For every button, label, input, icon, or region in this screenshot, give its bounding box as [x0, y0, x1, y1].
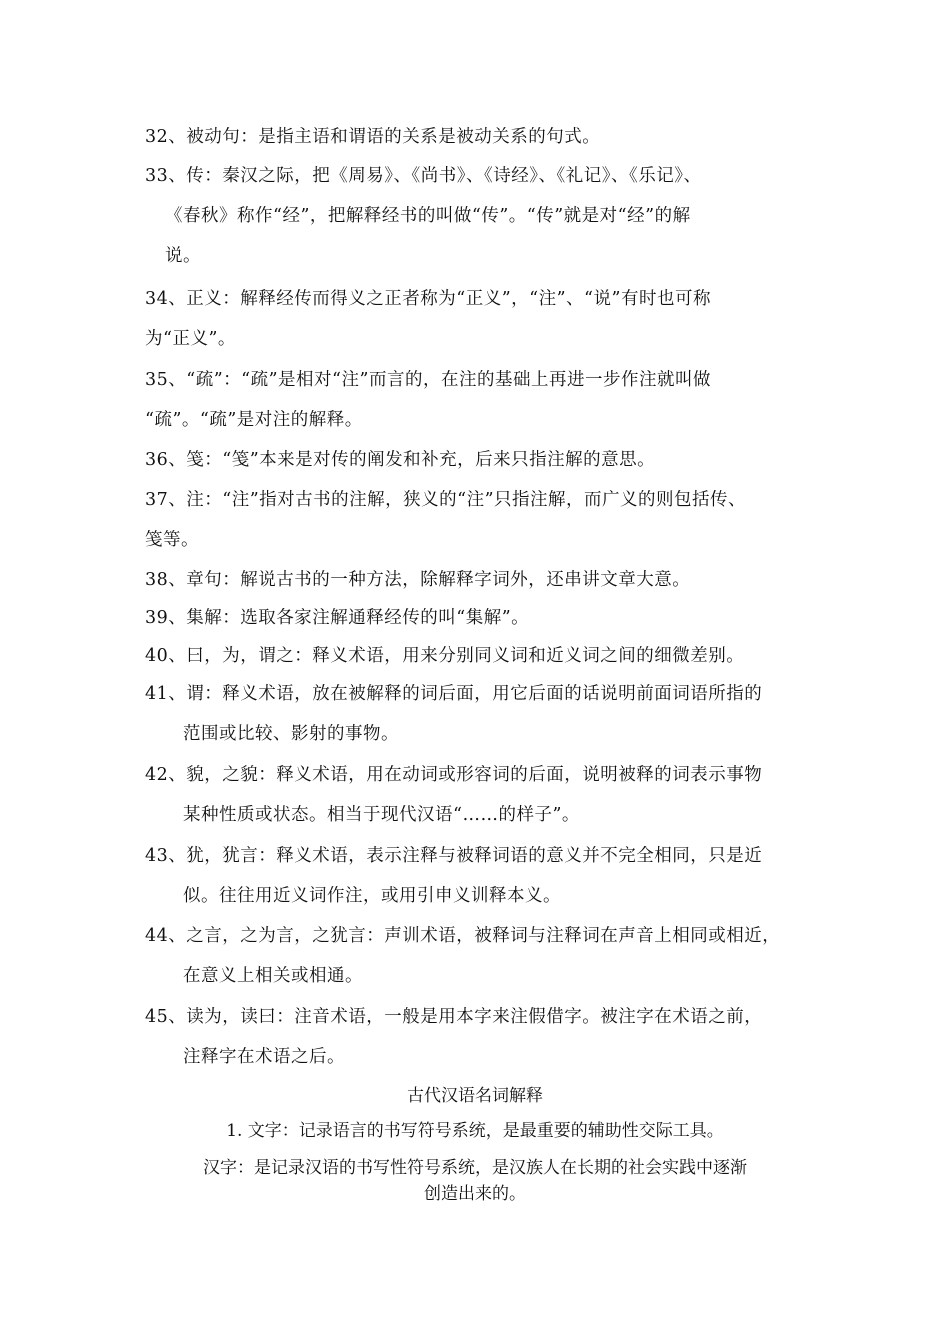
entry-continuation: 某种性质或状态。相当于现代汉语“……的样子”。 — [183, 805, 580, 825]
entry-continuation: 在意义上相关或相通。 — [183, 966, 363, 986]
entry-33 — [145, 156, 815, 276]
definition-item-1: 1. 文字：记录语言的书写符号系统，是最重要的辅助性交际工具。 — [226, 1121, 724, 1141]
entry-text: 44、之言，之为言，之犹言：声训术语，被释词与注释词在声音上相同或相近， — [145, 926, 781, 946]
entry-40 — [145, 636, 815, 676]
entry-44 — [145, 916, 815, 996]
entry-text: 33、传：秦汉之际，把《周易》、《尚书》、《诗经》、《礼记》、《乐记》、 — [145, 166, 702, 186]
entry-37 — [145, 480, 815, 560]
entry-continuation: 注释字在术语之后。 — [183, 1047, 345, 1067]
entry-text: 42、貌，之貌：释义术语，用在动词或形容词的后面，说明被释的词表示事物 — [145, 765, 763, 785]
entry-text: 37、注：“注”指对古书的注解，狭义的“注”只指注解，而广义的则包括传、 — [145, 490, 747, 510]
entry-continuation: 《春秋》称作“经”，把解释经书的叫做“传”。“传”就是对“经”的解 — [165, 206, 691, 226]
entry-38 — [145, 560, 815, 600]
entry-continuation: 为“正义”。 — [145, 329, 236, 349]
entry-continuation: 范围或比较、影射的事物。 — [183, 724, 399, 744]
entry-continuation: 笺等。 — [145, 530, 199, 550]
entry-continuation: 似。往往用近义词作注，或用引申义训释本义。 — [183, 886, 561, 906]
entry-41 — [145, 674, 815, 754]
entry-39 — [145, 598, 815, 638]
entry-text: 35、“疏”：“疏”是相对“注”而言的，在注的基础上再进一步作注就叫做 — [145, 370, 711, 390]
entry-text: 32、被动句：是指主语和谓语的关系是被动关系的句式。 — [145, 127, 601, 147]
entry-text: 39、集解：选取各家注解通释经传的叫“集解”。 — [145, 608, 530, 628]
entry-36 — [145, 440, 815, 480]
entry-text: 34、正义：解释经传而得义之正者称为“正义”，“注”、“说”有时也可称 — [145, 289, 711, 309]
entry-34 — [145, 279, 815, 359]
entry-35 — [145, 360, 815, 440]
entry-43 — [145, 836, 815, 916]
definition-hanzi-line-2: 创造出来的。 — [424, 1184, 526, 1204]
entry-text: 40、曰，为，谓之：释义术语，用来分别同义词和近义词之间的细微差别。 — [145, 646, 745, 666]
section-title: 古代汉语名词解释 — [407, 1086, 543, 1106]
entry-text: 45、读为，读曰：注音术语，一般是用本字来注假借字。被注字在术语之前， — [145, 1007, 763, 1027]
entry-42 — [145, 755, 815, 835]
entry-45 — [145, 997, 815, 1077]
entry-text: 43、犹，犹言：释义术语，表示注释与被释词语的意义并不完全相同，只是近 — [145, 846, 763, 866]
entry-continuation: 说。 — [165, 246, 201, 266]
entry-text: 38、章句：解说古书的一种方法，除解释字词外，还串讲文章大意。 — [145, 570, 691, 590]
entry-32 — [145, 117, 815, 157]
definition-hanzi-line-1: 汉字：是记录汉语的书写性符号系统，是汉族人在长期的社会实践中逐渐 — [203, 1158, 747, 1178]
entry-text: 36、笺：“笺”本来是对传的阐发和补充，后来只指注解的意思。 — [145, 450, 656, 470]
entry-continuation: “疏”。“疏”是对注的解释。 — [145, 410, 363, 430]
entry-text: 41、谓：释义术语，放在被解释的词后面，用它后面的话说明前面词语所指的 — [145, 684, 763, 704]
